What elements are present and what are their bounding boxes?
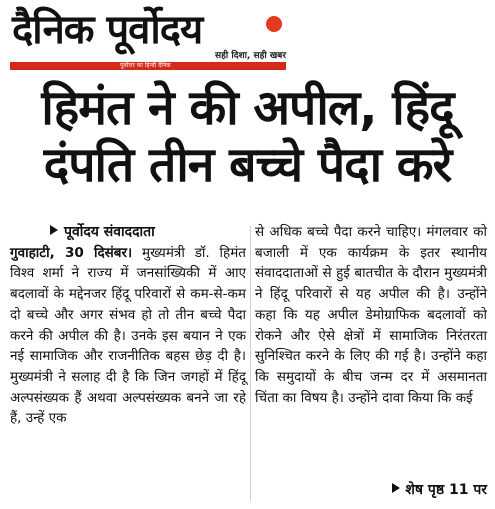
continued-text: शेष पृष्ठ 11 पर: [405, 482, 487, 498]
continued-note: [392, 480, 487, 499]
newspaper-title: दैनिक पूर्वोदय: [12, 7, 203, 53]
article-column-left: [10, 222, 246, 429]
article-column-right: [255, 222, 487, 408]
byline-arrow-icon: [50, 225, 58, 235]
masthead-dot-icon: [266, 16, 282, 32]
body-left-text: मुख्यमंत्री डॉ. हिमंत विश्व शर्मा ने राज्य में जनसांख्यिकी में आए बदलावों के मद्देनजर हिंदू परिवारों से कम-से-कम दो बच्चे और अगर संभव हो तो तीन बच्चे पैदा करने की अपील की है। उनके इस बयान ने एक नई सामाजिक और राजनीतिक बहस छेड़ दी है। मुख्यमंत्री ने सलाह दी है कि जिन जगहों में हिंदू अल्पसंख्यक हैं अथवा अल्पसंख्यक बनने जा रहे हैं, उन्हें एक: [10, 244, 246, 427]
article-headline: [10, 80, 485, 194]
masthead-tagline: सही दिशा, सही खबर: [215, 51, 286, 61]
headline-line-2: दंपति तीन बच्चे पैदा करे: [43, 137, 452, 193]
byline-text: पूर्वोदय संवाददाता: [64, 224, 155, 240]
column-divider: [250, 226, 251, 501]
dateline: गुवाहाटी, 30 दिसंबर।: [10, 244, 133, 261]
headline-line-1: हिमंत ने की अपील, हिंदू: [41, 80, 454, 136]
masthead-bar-text: पूर्वोत्तर का हिन्दी दैनिक: [120, 62, 171, 69]
body-left: [10, 243, 246, 429]
body-right-text: से अधिक बच्चे पैदा करने चाहिए। मंगलवार को बजाली में एक कार्यक्रम के इतर स्थानीय संवाददाताओं से हुई बातचीत के दौरान मुख्यमंत्री ने हिंदू परिवारों से यह अपील की है। उन्होंने कहा कि यह अपील डेमोग्राफिक बदलावों को रोकने और ऐसे क्षेत्रों में सामाजिक निरंतरता सुनिश्चित करने के लिए की गई है। उन्होंने कहा कि समुदायों के बीच जन्म दर में असमानता चिंता का विषय है। उन्होंने दावा किया कि कई: [255, 224, 487, 406]
continued-arrow-icon: [392, 483, 400, 493]
byline: [50, 222, 246, 243]
masthead: [10, 4, 286, 72]
